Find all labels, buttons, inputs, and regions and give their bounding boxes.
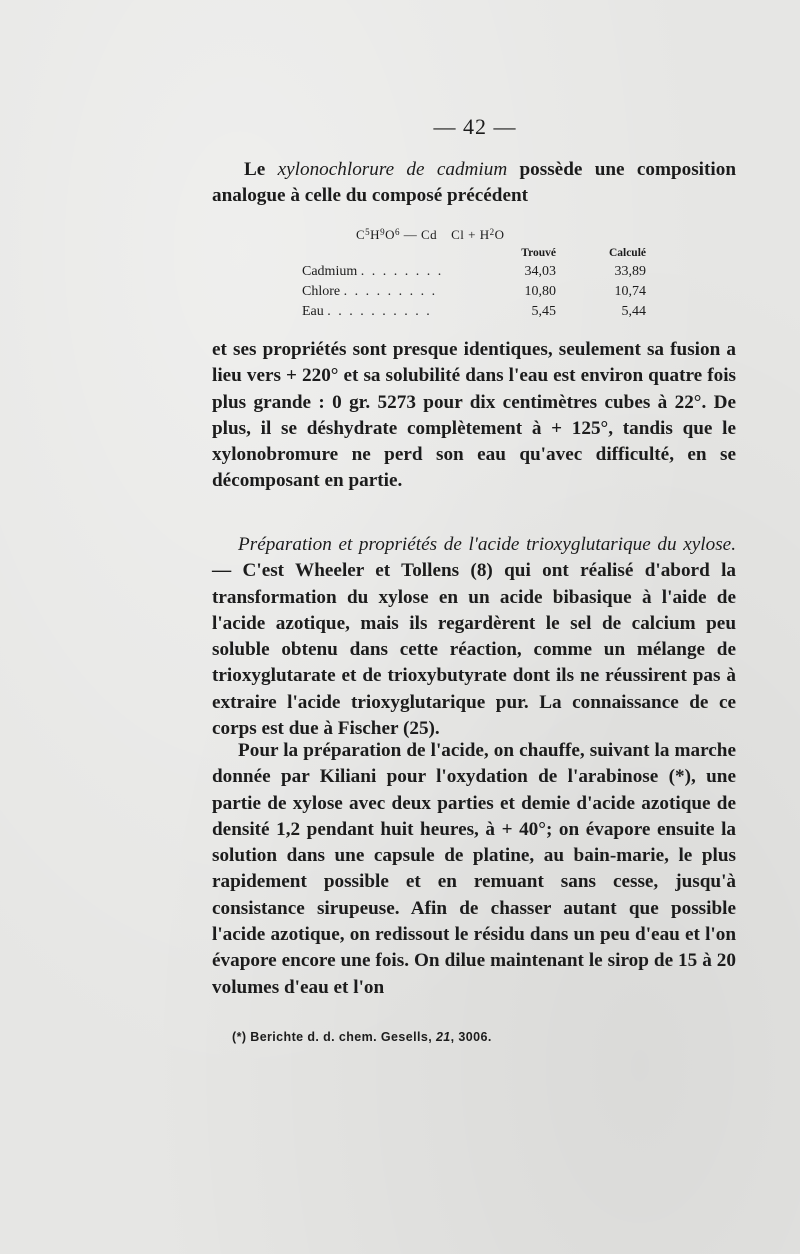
chemical-formula bbox=[356, 227, 505, 243]
row-dots: . . . . . . . . . . bbox=[327, 304, 432, 319]
formula-sup: 5 bbox=[365, 227, 371, 237]
formula-part: O bbox=[385, 227, 395, 242]
formula-sup: 6 bbox=[394, 227, 400, 237]
row-calc: 5,44 bbox=[621, 304, 646, 319]
row-label-text: Cadmium bbox=[302, 264, 358, 279]
row-dots: . . . . . . . . . bbox=[343, 284, 438, 299]
analysis-row bbox=[302, 302, 646, 322]
formula-part: C bbox=[356, 227, 366, 242]
paragraph-xylonochlorure bbox=[212, 157, 736, 210]
section-title: Préparation et propriétés de l'acide trioxyglutarique du xylose. bbox=[238, 534, 736, 555]
para1-rest: possède une composition analogue à celle du composé précédent bbox=[212, 159, 736, 207]
header-calc: Calculé bbox=[608, 247, 646, 259]
analysis-table bbox=[302, 244, 646, 322]
paragraph-preparation-heading bbox=[212, 532, 736, 742]
footnote-volume: 21 bbox=[435, 1030, 451, 1044]
footnote-text: (*) Berichte d. d. chem. Gesells, bbox=[232, 1030, 436, 1044]
row-found: 10,80 bbox=[524, 284, 556, 299]
row-label-text: Chlore bbox=[302, 284, 341, 299]
row-label bbox=[302, 282, 466, 302]
page-number: — 42 — bbox=[433, 114, 517, 139]
para3-rest: — C'est Wheeler et Tollens (8) qui ont réalisé d'abord la transformation du xylose en un acide bibasique à l'aide de l'acide azotique, mais ils regardèrent le sel de calcium peu soluble obtenu dans cette réaction, comme un mélange de trioxyglutarate et de trioxybutyrate dont ils ne réussirent pas à extraire l'acide trioxyglutarique pur. La connaissance de ce corps est due à Fischer (25). bbox=[212, 560, 736, 740]
formula-sup: 9 bbox=[380, 227, 386, 237]
paragraph-properties: et ses propriétés sont presque identiques, seulement sa fusion a lieu vers + 220° et sa solubilité dans l'eau est environ quatre fois plus grande : 0 gr. 5273 pour dix centimètres cubes à 22°. De plus, il se déshydrate complètement à + 125°, tandis que le xylonobromure ne perd son eau qu'avec difficulté, en se décomposant en partie. bbox=[212, 339, 736, 492]
analysis-row bbox=[302, 282, 646, 302]
row-calc: 33,89 bbox=[614, 264, 646, 279]
para1-start: Le bbox=[244, 159, 278, 180]
para1-italic-term: xylonochlorure de cadmium bbox=[277, 159, 508, 180]
row-found: 5,45 bbox=[531, 304, 556, 319]
row-found: 34,03 bbox=[524, 264, 556, 279]
formula-part: O bbox=[494, 227, 505, 242]
row-label-text: Eau bbox=[302, 304, 324, 319]
formula-part: — Cd bbox=[399, 227, 438, 242]
footnote-page: , 3006. bbox=[450, 1030, 492, 1044]
formula-part: Cl + H bbox=[451, 227, 490, 242]
row-dots: . . . . . . . . bbox=[360, 264, 444, 279]
paragraph-procedure: Pour la préparation de l'acide, on chauffe, suivant la marche donnée par Kiliani pour l'oxydation de l'arabinose (*), une partie de xylose avec deux parties et demie d'acide azotique de densité 1,2 pendant huit heures, à + 40°; on évapore ensuite la solution dans une capsule de platine, au bain-marie, le plus rapidement possible et en remuant sans cesse, jusqu'à consistance sirupeuse. Afin de chasser autant que possible l'acide azotique, on redissout le résidu dans un peu d'eau et l'on évapore encore une fois. On dilue maintenant le sirop de 15 à 20 volumes d'eau et l'on bbox=[212, 740, 736, 998]
footnote bbox=[232, 1030, 492, 1044]
analysis-row bbox=[302, 262, 646, 282]
formula-sup: 2 bbox=[489, 227, 495, 237]
row-label bbox=[302, 302, 466, 322]
analysis-header bbox=[302, 244, 646, 262]
row-calc: 10,74 bbox=[614, 284, 646, 299]
row-label bbox=[302, 262, 466, 282]
header-found: Trouvé bbox=[521, 247, 556, 259]
formula-part: H bbox=[370, 227, 381, 242]
